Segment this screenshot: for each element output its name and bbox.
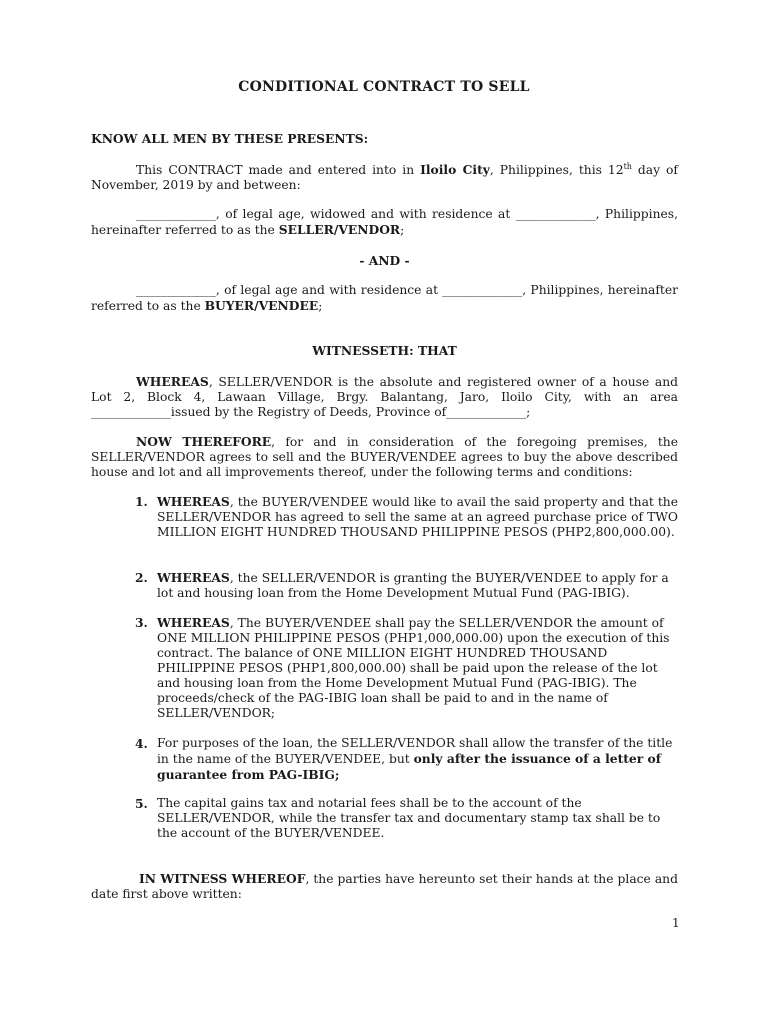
and-separator: - AND - — [359, 253, 410, 268]
seller-role: SELLER/VENDOR — [278, 222, 401, 237]
list-item-body: , the BUYER/VENDEE would like to avail the said property and that the SELLER/VENDOR has agreed to sell the same at an agreed purchase price of TWO MILLION EIGHT HUNDRED THOUSAND PHILIPPINE PESOS (PHP2,800,000.00). — [157, 495, 678, 539]
whereas-text: , SELLER/VENDOR is the absolute and registered owner of a house and Lot 2, Block 4, Lawaan Village, Brgy. Balantang, Jaro, Iloilo City, with an area _____________issued by the Registry of Deeds, Province of_____________; — [91, 375, 678, 419]
in-witness-text: , the parties have hereunto set their hands at the place and date first above written: — [91, 872, 678, 901]
whereas-lead: WHEREAS — [136, 374, 209, 389]
seller-text: _____________, of legal age, widowed and with residence at _____________, Philippines, hereinafter referred to as the — [91, 207, 678, 237]
list-item-number: 1. — [135, 494, 148, 509]
in-witness-lead: IN WITNESS WHEREOF — [139, 871, 306, 886]
list-item-lead: WHEREAS — [157, 615, 230, 630]
list-item-body: For purposes of the loan, the SELLER/VENDOR shall allow the transfer of the title in the name of the BUYER/VENDEE, but — [157, 736, 673, 766]
heading-know-all-men: KNOW ALL MEN BY THESE PRESENTS: — [91, 131, 369, 146]
list-item-number: 4. — [135, 736, 148, 751]
now-therefore-text: , for and in consideration of the foregoing premises, the SELLER/VENDOR agrees to sell and the BUYER/VENDEE agrees to buy the above described house and lot and all improvements thereof, under the following terms and conditions: — [91, 435, 678, 479]
list-item-number: 3. — [135, 615, 148, 630]
paragraph-seller — [91, 207, 678, 238]
list-item-number: 2. — [135, 570, 148, 585]
intro-text-b: , Philippines, this 12 — [489, 163, 624, 177]
witnesseth-heading: WITNESSETH: THAT — [312, 343, 457, 358]
list-item-number: 5. — [135, 796, 148, 811]
list-item-lead: WHEREAS — [157, 494, 230, 509]
list-item-body: , the SELLER/VENDOR is granting the BUYER/VENDEE to apply for a lot and housing loan from the Home Development Mutual Fund (PAG-IBIG). — [157, 571, 669, 600]
list-item-body: The capital gains tax and notarial fees shall be to the account of the SELLER/VENDOR, while the transfer tax and documentary stamp tax shall be to the account of the BUYER/VENDEE. — [157, 796, 661, 840]
paragraph-whereas-owner — [91, 374, 678, 420]
paragraph-buyer — [91, 283, 678, 314]
buyer-end: ; — [318, 299, 323, 313]
paragraph-contract-intro — [91, 162, 678, 193]
intro-text-c: day of November, 2019 by and between: — [91, 163, 678, 192]
list-item-text — [157, 494, 678, 540]
buyer-text: _____________, of legal age and with residence at _____________, Philippines, hereinafter referred to as the — [91, 283, 678, 313]
now-therefore-lead: NOW THEREFORE — [136, 434, 272, 449]
list-item-text — [157, 736, 678, 783]
document-title: CONDITIONAL CONTRACT TO SELL — [238, 79, 530, 95]
list-item-text — [157, 796, 678, 841]
paragraph-now-therefore — [91, 434, 678, 480]
list-item-body: , The BUYER/VENDEE shall pay the SELLER/VENDOR the amount of ONE MILLION PHILIPPINE PESOS (PHP1,000,000.00) upon the execution of this contract. The balance of ONE MILLION EIGHT HUNDRED THOUSAND PHILIPPINE PESOS (PHP1,800,000.00) shall be paid upon the release of the lot and housing loan from the Home Development Mutual Fund (PAG-IBIG). The proceeds/check of the PAG-IBIG loan shall be paid to and in the name of SELLER/VENDOR; — [157, 616, 670, 720]
intro-text-a: This CONTRACT made and entered into in — [136, 163, 421, 177]
seller-end: ; — [400, 223, 405, 237]
list-item-text — [157, 570, 678, 601]
list-item-bold-tail: only after the issuance of a letter of guarantee from PAG-IBIG; — [157, 751, 662, 782]
paragraph-in-witness — [91, 871, 678, 902]
intro-city: Iloilo City — [420, 162, 490, 177]
page-number: 1 — [672, 916, 680, 930]
list-item-lead: WHEREAS — [157, 570, 230, 585]
intro-superscript: th — [623, 161, 632, 171]
list-item-text — [157, 615, 678, 721]
buyer-role: BUYER/VENDEE — [204, 298, 319, 313]
